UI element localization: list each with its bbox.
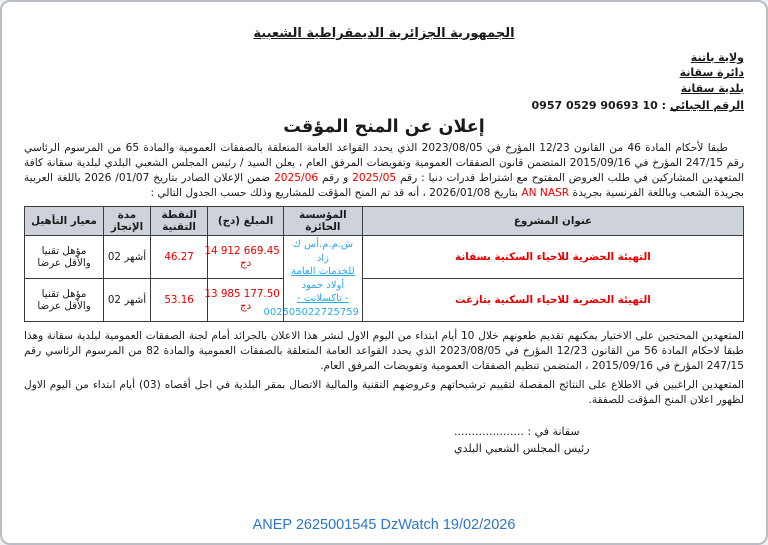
republic-title — [24, 26, 744, 41]
header-duration: مدة الإنجاز — [104, 207, 151, 236]
tax-number-value: 0957 0529 90693 10 — [531, 99, 658, 113]
table-row — [25, 236, 744, 279]
winning-company-cell — [263, 236, 362, 322]
company-activity-line: للخدمات العامة — [291, 266, 355, 278]
amount-2: 13 985 177.50 دج — [208, 279, 283, 322]
republic-title-text: الجمهورية الجزائرية الديمقراطية الشعبية — [253, 26, 515, 41]
criteria-1: مؤهل تقنيا والأقل عرضا — [25, 236, 104, 279]
table-header-row — [25, 207, 744, 236]
header-score: النقطة التقنية — [150, 207, 208, 236]
commune-line: بلدية سقانة — [680, 81, 744, 95]
intro-paragraph: طبقا لأحكام المادة 46 من القانون 12/23 المؤرخ في 2023/08/05 الذي يحدد القواعد العامة المتعلقة بالصفقات العمومية والمادة 65 من المرسوم الرئاسي رقم 247/15 المؤرخ في 2015/09/16 المتضمن قانون الصفقات العمومية وتفويضات المرفق العام ، يعلن السيد / رئيس المجلس الشعبي البلدي لبلدية سقانة كافة المتعهدين المشاركين في طلب العروض المفتوح مع اشتراط قدرات دنيا : رقم 2025/05 و رقم 2025/06 ضمن الإعلان الصادر بتاريخ 01/07/ 2026 باللغة العربية بجريدة الشعب وباللغة الفرنسية بجريدة AN NASR بتاريخ 2026/01/08 ، أنه قد تم المنح المؤقت للمشاريع وذلك حسب الجدول التالي : — [24, 142, 745, 200]
daira-line: دائرة سقانة — [679, 66, 744, 80]
project-title-1: التهيئة الحضرية للاحياء السكنية بسقانة — [362, 236, 743, 279]
signature-title: رئيس المجلس الشعبي البلدي — [454, 441, 590, 455]
header-amount: المبلغ (دج) — [208, 207, 283, 236]
wilaya-line: ولاية باتنة — [690, 51, 744, 64]
awards-table — [24, 206, 744, 322]
tax-number-label: الرقم الجبائي — [669, 99, 744, 113]
duration-1: 02 أشهر — [104, 236, 151, 279]
administrative-header — [24, 50, 744, 96]
signature-place-date: سقانة في : .................... — [454, 425, 580, 439]
appeals-paragraph: المتعهدين المحتجين على الاختيار يمكنهم تقديم طعونهم خلال 10 أيام ابتداء من اليوم الاول لنشر هذا الاعلان بالجرائد أمام لجنة الصفقات العمومية لبلدية سقانة وهذا طبقا لاحكام المادة 56 من القانون 12/23 المؤرخ في 2023/08/05 الذي يحدد القواعد العامة المتعلقة بالصفقات العمومية والمادة 82 من المرسوم الرئاسي رقم 247/15 المؤرخ في 2015/09/16 ، المتضمن تنظيم الصفقات العمومية وتفويضات المرفق العام. — [24, 330, 744, 373]
company-town-line: - تاكسلانت - — [297, 293, 349, 305]
header-project: عنوان المشروع — [362, 207, 743, 236]
header-company: المؤسسة الحائزة — [283, 207, 362, 236]
criteria-2: مؤهل تقنيا والأقل عرضا — [25, 279, 104, 322]
duration-2: 02 أشهر — [104, 279, 151, 322]
amount-1: 14 912 669.45 دج — [208, 236, 283, 279]
tax-number-line — [24, 99, 744, 112]
technical-score-1: 46.27 — [150, 236, 208, 279]
table-row — [25, 279, 744, 322]
header-criteria: معيار التأهيل — [25, 207, 104, 236]
project-title-2: التهيئة الحضرية للاحياء السكنية بتازغت — [362, 279, 743, 322]
anep-footer: ANEP 2625001545 DzWatch 19/02/2026 — [252, 517, 516, 533]
signature-block — [24, 424, 744, 457]
tax-number-separator: : — [657, 99, 670, 113]
results-consultation-paragraph: المتعهدين الراغبين في الاطلاع على النتائج المفصلة لتقييم ترشيحاتهم وعروضهم التقنية والمالية الاتصال بمقر البلدية في اجل أقصاه (03) أيام ابتداء من اليوم الاول لظهور اعلان المنح المؤقت للصفقة. — [24, 379, 744, 407]
company-name-line: ش.م.م.أس ك زاد — [292, 239, 354, 264]
announcement-title: إعلان عن المنح المؤقت — [283, 117, 485, 138]
company-location-line: أولاد حمود — [301, 279, 345, 291]
technical-score-2: 53.16 — [150, 279, 208, 322]
company-id-number: 002505022725759 — [263, 306, 359, 318]
